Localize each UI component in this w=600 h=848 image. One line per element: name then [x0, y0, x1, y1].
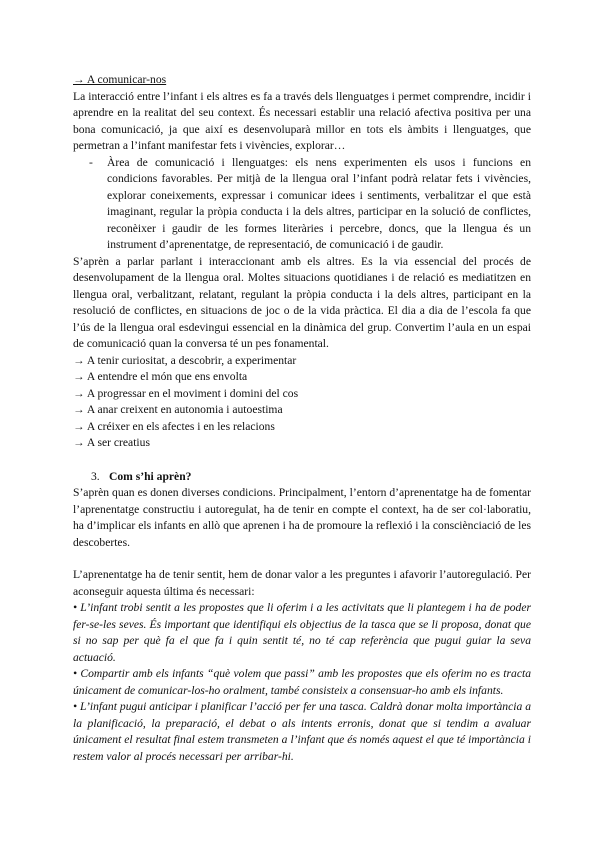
intro-paragraph: La interacció entre l’infant i els altres es fa a través dels llenguatges i permet comprendre, incidir i aprendre en la realitat del seu context. És necessari establir una relació afectiva positiva per una bona comunicació, ja que així es desenvoluparà millor en tots els àmbits i llenguatges, que permetran a l’infant manifestar fets i vivències, explorar… [73, 89, 531, 152]
italic-bullet: • Compartir amb els infants “què volem que passi” amb les propostes que els oferim no es tracta únicament de comunicar-los-ho oralment, també consisteix a consensuar-ho amb els infants. [73, 667, 531, 697]
dash-list-item [73, 155, 531, 254]
dash-item-text: Àrea de comunicació i llenguatges: els nens experimenten els usos i funcions en condicions favorables. Per mitjà de la llengua oral l’infant podrà relatar fets i vivències, explorar coneixements, expressar i comunicar idees i sentiments, verbalitzar el que està imaginant, regular la pròpia conducta i la dels altres, participar en la solució de conflictes, reconèixer i gaudir de les formes literàries i percebre, doncs, que la llengua és un instrument d’aprenentatge, de representació, de comunicació i de gaudir. [107, 155, 531, 251]
section-link[interactable]: → A comunicar-nos [73, 73, 167, 86]
autoregulation-paragraph: L’aprenentatge ha de tenir sentit, hem de donar valor a les preguntes i afavorir l’autoregulació. Per aconseguir aquesta última és necessari: [73, 568, 531, 598]
dash-marker: - [89, 155, 93, 169]
heading-title: Com s’hi aprèn? [109, 469, 192, 483]
italic-bullet: • L’infant trobi sentit a les propostes que li oferim i a les activitats que li plantegem i ha de poder fer-se-les seves. És important que identifiqui els objectius de la tasca que se li proposa, donat que si no sap per què fa el que fa i quin sentit té, no té cap referència que pugui guiar la seva actuació. [73, 601, 531, 664]
arrow-item: → A entendre el món que ens envolta [73, 370, 248, 383]
section-heading [91, 469, 531, 486]
spacer [73, 551, 531, 567]
oral-language-paragraph: S’aprèn a parlar parlant i interaccionant amb els altres. Es la via essencial del procés de desenvolupament de la llengua oral. Moltes situacions quotidianes i de relació es mediatitzen en llengua oral, verbalitzant, relatant, regulant la pròpia conducta i la dels altres, participant en la resolució de conflictes, en situacions de joc o de la vida pràctica. El dia a dia de l’escola fa que l’ús de la llengua oral esdevingui essencial en la dinàmica del grup. Convertim l’aula en un espai de comunicació quan la conversa té un pes fonamental. [73, 254, 531, 350]
arrow-item: → A ser creatius [73, 436, 150, 449]
arrow-item: → A progressar en el moviment i domini del cos [73, 386, 299, 400]
arrow-item: → A anar creixent en autonomia i autoestima [73, 403, 283, 416]
learning-paragraph: S’aprèn quan es donen diverses condicions. Principalment, l’entorn d’aprenentatge ha de fomentar l’aprenentatge constructiu i autoregulat, ha de tenir en compte el context, ha de ser col·laboratiu, ha d’implicar els infants en allò que aprenen i ha de promoure la reflexió i la consciènciació de les descobertes. [73, 486, 531, 549]
arrow-item: → A créixer en els afectes i en les relacions [73, 419, 275, 433]
document-page [73, 72, 531, 765]
heading-number: 3. [91, 469, 100, 483]
arrow-item: → A tenir curiositat, a descobrir, a experimentar [73, 353, 297, 367]
italic-bullet: • L’infant pugui anticipar i planificar l’acció per fer una tasca. Caldrà donar molta importància a la planificació, la preparació, el debat o als intents erronis, donat que si tendim a avaluar únicament el resultat final estem transmeten a l’infant que és només aquest el que té importància i restem valor al procés necessari per arribar-hi. [73, 700, 531, 763]
